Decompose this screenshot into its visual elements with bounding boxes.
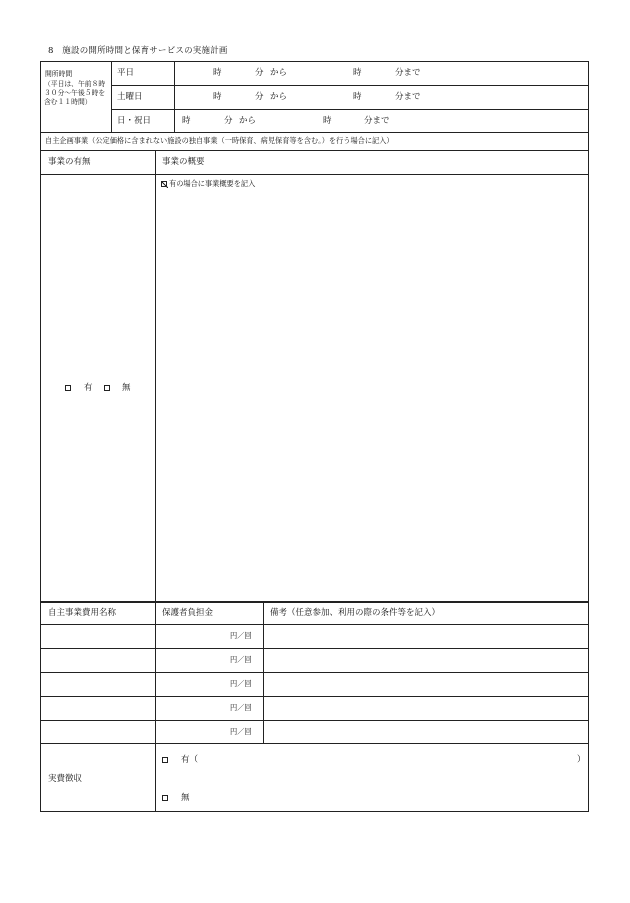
fee-amount-column-header: 保護者負担金 <box>162 608 214 618</box>
program-no-checkbox[interactable] <box>104 385 110 391</box>
document-title: 8 施設の開所時間と保育サービスの実施計画 <box>48 46 228 56</box>
fee-unit: 円／回 <box>230 703 252 712</box>
fee-unit: 円／回 <box>230 727 252 736</box>
from-label: から <box>270 68 288 78</box>
minute-label: 分 <box>255 68 264 78</box>
until-label: 分まで <box>395 92 421 102</box>
minute-label: 分 <box>224 116 233 126</box>
hour-label: 時 <box>353 92 362 102</box>
until-label: 分まで <box>395 68 421 78</box>
summary-column-header: 事業の概要 <box>162 157 205 167</box>
actual-cost-table <box>40 744 589 812</box>
actual-cost-yes-label: 有（ <box>181 755 199 765</box>
hour-label: 時 <box>182 116 191 126</box>
hour-label: 時 <box>323 116 332 126</box>
fee-name-column-header: 自主事業費用名称 <box>48 608 117 618</box>
day-sunday-holiday: 日・祝日 <box>117 116 152 126</box>
actual-cost-label: 実費徴収 <box>48 774 83 784</box>
fee-unit: 円／回 <box>230 679 252 688</box>
actual-cost-no-label: 無 <box>181 793 190 803</box>
hour-label: 時 <box>353 68 362 78</box>
until-label: 分まで <box>364 116 390 126</box>
program-no-label: 無 <box>122 383 131 393</box>
hour-label: 時 <box>213 92 222 102</box>
presence-column-header: 事業の有無 <box>48 157 91 167</box>
summary-checkbox[interactable] <box>161 181 167 187</box>
actual-cost-no-checkbox[interactable] <box>162 795 168 801</box>
hour-label: 時 <box>213 68 222 78</box>
independent-program-header: 自主企画事業（公定価格に含まれない施設の独自事業（一時保育、病児保育等を含む。）を行う場合に記入） <box>45 136 394 145</box>
program-yes-label: 有 <box>84 383 93 393</box>
hours-note: （平日は、午前８時３０分～午後５時を含む１１時間） <box>44 80 106 107</box>
day-weekday: 平日 <box>117 68 135 78</box>
day-saturday: 土曜日 <box>117 92 143 102</box>
independent-program-table <box>40 133 589 602</box>
fee-note-column-header: 備考（任意参加、利用の際の条件等を記入） <box>270 608 441 618</box>
actual-cost-yes-checkbox[interactable] <box>162 757 168 763</box>
from-label: から <box>270 92 288 102</box>
actual-cost-close-paren: ） <box>577 755 586 765</box>
fee-unit: 円／回 <box>230 655 252 664</box>
program-yes-checkbox[interactable] <box>65 385 71 391</box>
fee-unit: 円／回 <box>230 631 252 640</box>
summary-note: 有の場合に事業概要を記入 <box>169 179 256 188</box>
minute-label: 分 <box>255 92 264 102</box>
hours-label: 開所時間 <box>45 70 73 78</box>
from-label: から <box>239 116 257 126</box>
